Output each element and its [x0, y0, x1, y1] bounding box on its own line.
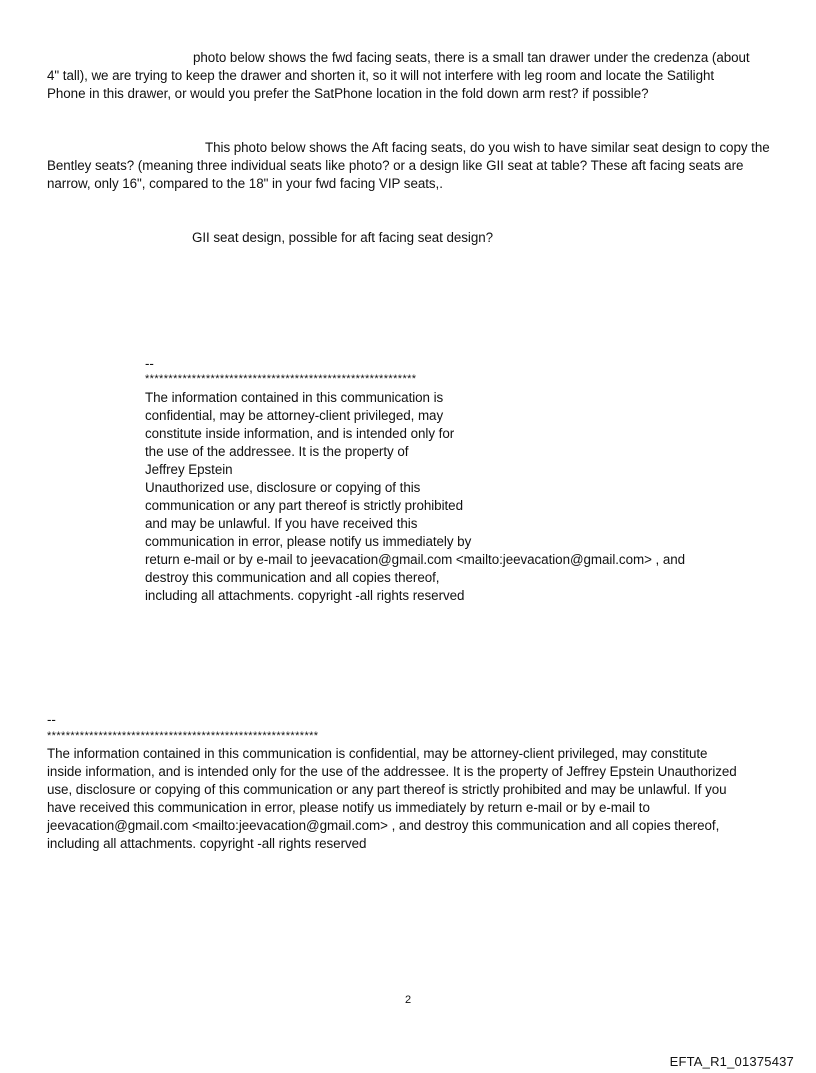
notice-line: and may be unlawful. If you have received this	[145, 516, 418, 531]
notice-line: including all attachments. copyright -all rights reserved	[145, 588, 465, 603]
notice-line: the use of the addressee. It is the property of	[145, 444, 409, 459]
paragraph-gii-seat: GII seat design, possible for aft facing seat design?	[192, 230, 494, 245]
signature-dashes: --	[145, 356, 154, 371]
notice-line: destroy this communication and all copies thereof,	[145, 570, 440, 585]
notice-line: The information contained in this communication is	[145, 390, 444, 405]
notice-line: inside information, and is intended only for the use of the addressee. It is the property of Jeffrey Epstein Unauthorized	[47, 764, 737, 779]
notice-line: use, disclosure or copying of this communication or any part thereof is strictly prohibited and may be unlawful. If you	[47, 782, 727, 797]
signature-dashes: --	[47, 712, 56, 727]
text-line: 4" tall), we are trying to keep the drawer and shorten it, so it will not interfere with leg room and locate the Satilight	[47, 68, 715, 83]
document-id: EFTA_R1_01375437	[669, 1054, 794, 1069]
notice-line: jeevacation@gmail.com <mailto:jeevacation@gmail.com> , and destroy this communication and all copies thereof,	[47, 818, 720, 833]
notice-line: including all attachments. copyright -all rights reserved	[47, 836, 367, 851]
notice-line: constitute inside information, and is intended only for	[145, 426, 455, 441]
text-line: Bentley seats? (meaning three individual seats like photo? or a design like GII seat at table? These aft facing seats are	[47, 158, 744, 173]
notice-line: confidential, may be attorney-client privileged, may	[145, 408, 444, 423]
page-number: 2	[404, 994, 412, 1006]
text-line: Phone in this drawer, or would you prefer the SatPhone location in the fold down arm rest? if possible?	[47, 86, 649, 101]
notice-line: Unauthorized use, disclosure or copying of this	[145, 480, 421, 495]
notice-line: The information contained in this communication is confidential, may be attorney-client privileged, may constitute	[47, 746, 708, 761]
notice-line: communication or any part thereof is strictly prohibited	[145, 498, 463, 513]
text-line: photo below shows the fwd facing seats, there is a small tan drawer under the credenza (about	[193, 50, 750, 65]
notice-line: have received this communication in error, please notify us immediately by return e-mail or by e-mail to	[47, 800, 650, 815]
signature-stars: **********************************************************	[145, 373, 417, 385]
text-line: This photo below shows the Aft facing seats, do you wish to have similar seat design to copy the	[205, 140, 770, 155]
signature-stars: **********************************************************	[47, 730, 319, 742]
notice-line: return e-mail or by e-mail to jeevacation@gmail.com <mailto:jeevacation@gmail.com> , and	[145, 552, 686, 567]
notice-line: Jeffrey Epstein	[145, 462, 233, 477]
notice-line: communication in error, please notify us immediately by	[145, 534, 472, 549]
text-line: narrow, only 16", compared to the 18" in your fwd facing VIP seats,.	[47, 176, 443, 191]
